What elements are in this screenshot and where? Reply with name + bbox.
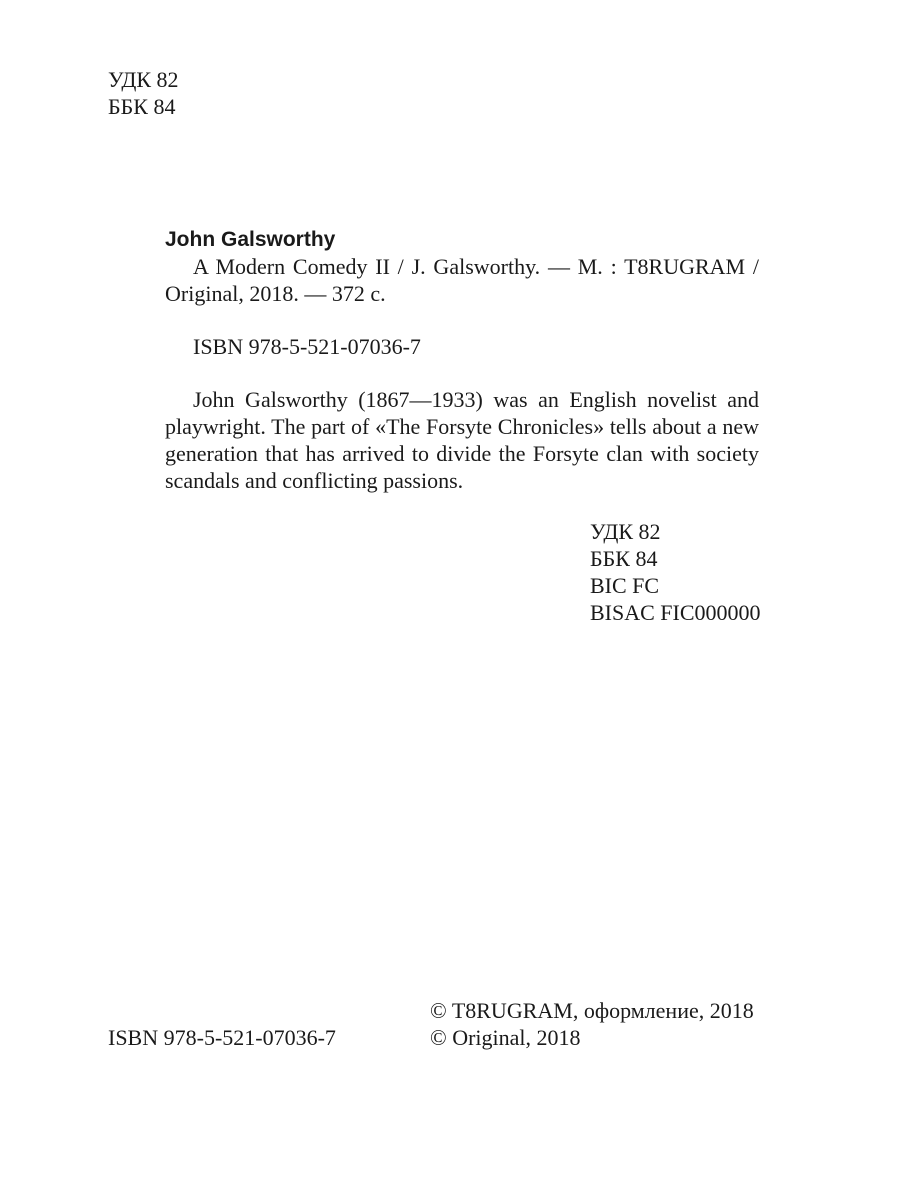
copyright-notices — [430, 997, 754, 1051]
bbk-classification: ББК 84 — [590, 546, 658, 571]
isbn-catalog: ISBN 978-5-521-07036-7 — [193, 334, 421, 359]
udk-classification: УДК 82 — [590, 519, 661, 544]
isbn-footer: ISBN 978-5-521-07036-7 — [108, 1025, 336, 1050]
author-name: John Galsworthy — [165, 228, 336, 251]
top-classification-codes — [108, 66, 179, 120]
copyright-original: © Original, 2018 — [430, 1025, 581, 1050]
bic-classification: BIC FC — [590, 573, 660, 598]
bbk-code: ББК 84 — [108, 94, 176, 119]
bibliographic-description: A Modern Comedy II / J. Galsworthy. — M. : T8RUGRAM / Original, 2018. — 372 c. — [165, 254, 759, 306]
copyright-design: © T8RUGRAM, оформление, 2018 — [430, 998, 754, 1023]
catalog-record — [165, 226, 759, 494]
annotation-text: John Galsworthy (1867—1933) was an English novelist and playwright. The part of «The Forsyte Chronicles» tells about a new generation that has arrived to divide the Forsyte clan with society scandals and conflicting passions. — [165, 387, 759, 493]
classification-codes — [590, 518, 761, 626]
udk-code: УДК 82 — [108, 67, 179, 92]
bisac-classification: BISAC FIC000000 — [590, 600, 761, 625]
